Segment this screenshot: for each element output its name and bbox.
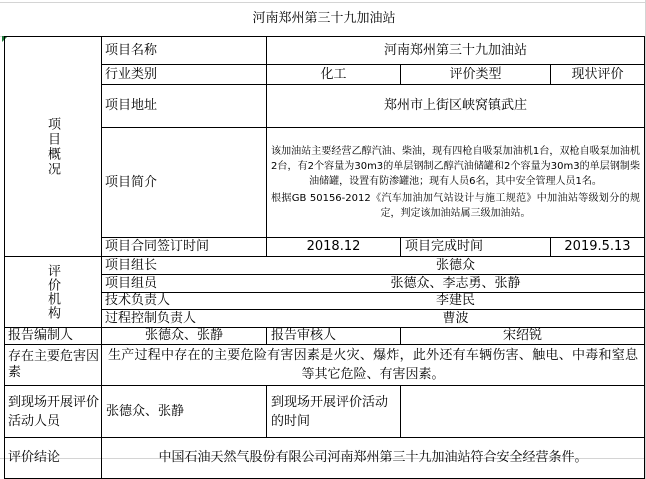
site-time-value [401,386,644,437]
complete-label: 项目完成时间 [405,239,484,254]
eval-type-label: 评价类型 [449,66,502,82]
hazard-value: 生产过程中存在的主要危险有害因素是火灾、爆炸，此外还有车辆伤害、触电、中毒和窒息等其它危险、有害因素。 [108,348,638,382]
intro-text-2: 根据GB 50156-2012《汽车加油加气站设计与施工规范》中加油站等级划分的规定，判定该加油站属三级加油站。 [271,193,640,219]
address-label: 项目地址 [105,98,158,113]
overview-header-text: 项目概况 [45,116,60,177]
members-value: 张德众、李志勇、张静 [390,275,521,291]
address-value: 郑州市上街区峡窝镇武庄 [383,98,527,113]
process-label: 过程控制负责人 [105,310,197,326]
report-author-label: 报告编制人 [8,328,74,343]
complete-value: 2019.5.13 [564,239,631,254]
hazard-label: 存在主要危害因素 [8,349,100,380]
conclusion-label: 评价结论 [8,450,61,465]
intro-content [267,128,644,237]
page-title: 河南郑州第三十九加油站 [252,11,396,26]
contract-label: 项目合同签订时间 [105,239,210,254]
site-time-label: 到现场开展评价活动的时间 [271,394,389,429]
industry-label: 行业类别 [105,66,158,82]
conclusion-value: 中国石油天然气股份有限公司河南郑州第三十九加油站符合安全经营条件。 [158,450,588,465]
org-header [4,257,101,327]
report-author-value: 张德众、张静 [144,328,223,343]
leader-label: 项目组长 [105,257,158,273]
overview-header [4,37,101,256]
intro-text-1: 该加油站主要经营乙醇汽油、柴油，现有四枪自吸泵加油机1台，双枪自吸泵加油机2台，有2个容量为30m3的单层钢制乙醇汽油储罐和2个容量为30m3的单层钢制柴油储罐，设置有防渗罐池；现有人员6名，其中安全管理人员1名。 [271,146,640,187]
project-name-label: 项目名称 [105,42,158,58]
leader-value: 张德众 [435,257,475,273]
tech-label: 技术负责人 [105,293,171,308]
org-header-text: 评价机构 [45,264,60,320]
site-people-value: 张德众、张静 [106,403,185,419]
report-review-value: 宋绍锐 [502,328,542,343]
members-label: 项目组员 [105,275,158,291]
industry-value: 化工 [320,66,347,82]
project-name-value: 河南郑州第三十九加油站 [383,42,527,58]
site-people-label: 到现场开展评价活动人员 [8,394,100,429]
intro-label: 项目简介 [105,174,158,190]
eval-type-value: 现状评价 [571,66,624,82]
process-value: 曹波 [442,310,469,326]
tech-value: 李建民 [435,293,475,308]
report-review-label: 报告审核人 [271,328,337,343]
contract-value: 2018.12 [306,239,361,254]
